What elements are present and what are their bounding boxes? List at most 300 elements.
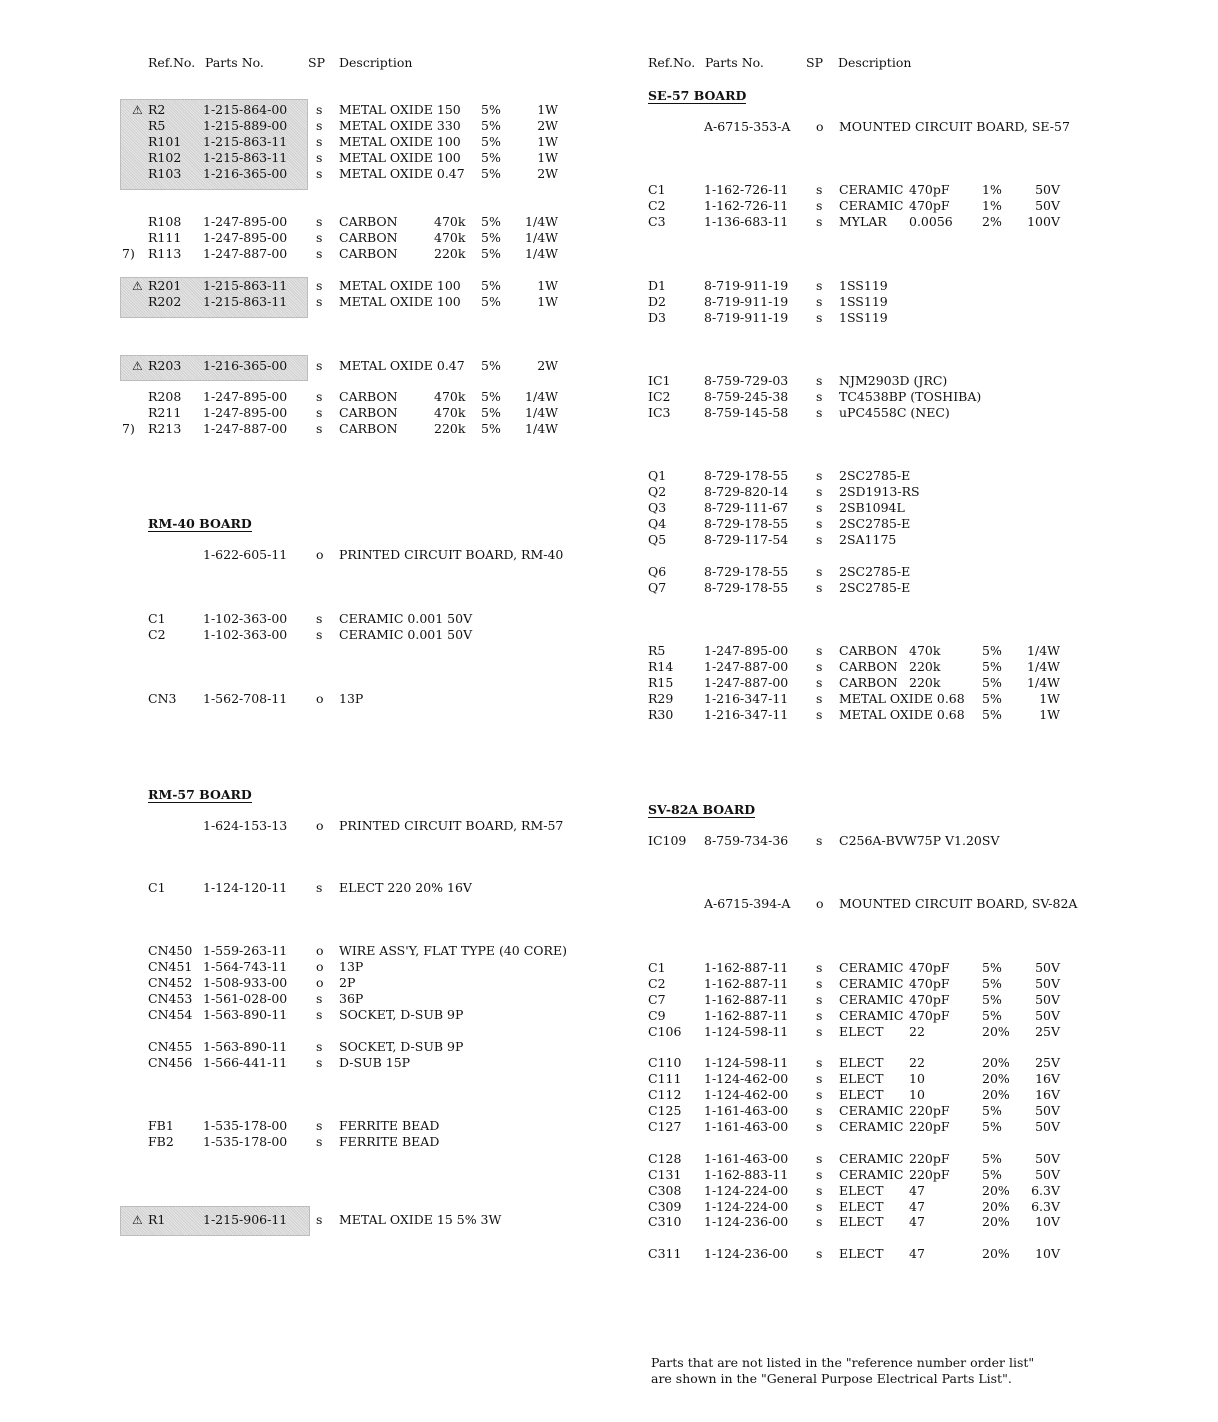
sp-code: s xyxy=(816,500,823,515)
value: 47 xyxy=(909,1214,925,1229)
footnote-marker: 7) xyxy=(122,421,135,436)
tolerance: 20% xyxy=(982,1087,1010,1102)
ref-no: R211 xyxy=(148,405,182,420)
rating: 10V xyxy=(1035,1214,1060,1229)
description: METAL OXIDE 330 xyxy=(339,118,461,133)
rating: 16V xyxy=(1035,1071,1060,1086)
rating: 1/4W xyxy=(525,246,558,261)
tolerance: 5% xyxy=(481,389,501,404)
parts-no: 1-124-598-11 xyxy=(704,1055,789,1070)
rating: 50V xyxy=(1035,1151,1060,1166)
description: CERAMIC xyxy=(839,1103,904,1118)
ref-no: R202 xyxy=(148,294,182,309)
sp-code: s xyxy=(816,960,823,975)
ref-no: R5 xyxy=(648,643,666,658)
parts-no: 1-624-153-13 xyxy=(203,818,288,833)
value: 470pF xyxy=(909,992,950,1007)
value: 220k xyxy=(909,659,941,674)
description: D-SUB 15P xyxy=(339,1055,411,1070)
description: CERAMIC xyxy=(839,182,904,197)
parts-no: 1-124-236-00 xyxy=(704,1214,789,1229)
sp-code: s xyxy=(316,214,323,229)
tolerance: 5% xyxy=(481,421,501,436)
rating: 50V xyxy=(1035,992,1060,1007)
sp-code: s xyxy=(816,468,823,483)
ref-no: R101 xyxy=(148,134,182,149)
parts-no: 8-759-145-58 xyxy=(704,405,789,420)
ref-no: R208 xyxy=(148,389,182,404)
sp-code: s xyxy=(816,643,823,658)
parts-no: 1-216-365-00 xyxy=(203,358,288,373)
value: 470pF xyxy=(909,960,950,975)
parts-no: 8-729-117-54 xyxy=(704,532,789,547)
ref-no: R14 xyxy=(648,659,674,674)
description: CERAMIC 0.001 50V xyxy=(339,611,473,626)
parts-no: 1-161-463-00 xyxy=(704,1151,789,1166)
value: 470k xyxy=(909,643,941,658)
description: METAL OXIDE 150 xyxy=(339,102,461,117)
sp-code: s xyxy=(816,707,823,722)
sp-code: s xyxy=(316,1134,323,1149)
parts-no: 1-124-224-00 xyxy=(704,1183,789,1198)
description: CERAMIC 0.001 50V xyxy=(339,627,473,642)
description: 2SA1175 xyxy=(839,532,897,547)
value: 470k xyxy=(434,214,466,229)
rating: 1W xyxy=(537,294,558,309)
ref-no: R30 xyxy=(648,707,674,722)
ref-no: IC109 xyxy=(648,833,687,848)
ref-no: R29 xyxy=(648,691,674,706)
rating: 50V xyxy=(1035,960,1060,975)
tolerance: 5% xyxy=(481,150,501,165)
rating: 1/4W xyxy=(525,405,558,420)
sp-code: s xyxy=(316,1212,323,1227)
parts-no: 1-622-605-11 xyxy=(203,547,288,562)
ref-no: CN456 xyxy=(148,1055,193,1070)
sp-code: s xyxy=(316,421,323,436)
sp-code: s xyxy=(816,659,823,674)
ref-no: C110 xyxy=(648,1055,682,1070)
sp-code: s xyxy=(816,1103,823,1118)
tolerance: 1% xyxy=(982,182,1002,197)
sp-code: o xyxy=(816,119,824,134)
sp-code: s xyxy=(316,627,323,642)
parts-no: 1-216-347-11 xyxy=(704,691,789,706)
description: 2P xyxy=(339,975,356,990)
description: 1SS119 xyxy=(839,278,888,293)
parts-no: 1-508-933-00 xyxy=(203,975,288,990)
sp-code: s xyxy=(316,991,323,1006)
value: 470k xyxy=(434,230,466,245)
description: METAL OXIDE 0.68 xyxy=(839,691,965,706)
rating: 2W xyxy=(537,118,558,133)
description: CARBON xyxy=(839,675,898,690)
ref-no: R203 xyxy=(148,358,182,373)
description: CARBON xyxy=(339,246,398,261)
ref-no: C1 xyxy=(148,611,166,626)
sp-code: s xyxy=(316,278,323,293)
parts-no: 1-124-462-00 xyxy=(704,1071,789,1086)
ref-no: R111 xyxy=(148,230,182,245)
header-desc: Description xyxy=(339,55,413,70)
ref-no: D2 xyxy=(648,294,666,309)
tolerance: 20% xyxy=(982,1183,1010,1198)
description: CARBON xyxy=(339,389,398,404)
sp-code: o xyxy=(316,975,324,990)
ref-no: C111 xyxy=(648,1071,682,1086)
sp-code: s xyxy=(816,1024,823,1039)
rating: 1/4W xyxy=(1027,659,1060,674)
sp-code: s xyxy=(816,1008,823,1023)
rating: 1/4W xyxy=(525,214,558,229)
rating: 1/4W xyxy=(525,421,558,436)
parts-no: 1-535-178-00 xyxy=(203,1134,288,1149)
tolerance: 20% xyxy=(982,1214,1010,1229)
description: 2SD1913-RS xyxy=(839,484,920,499)
rating: 50V xyxy=(1035,198,1060,213)
tolerance: 5% xyxy=(481,166,501,181)
warning-icon: ⚠ xyxy=(132,103,143,117)
warning-icon: ⚠ xyxy=(132,1213,143,1227)
parts-no: 8-729-178-55 xyxy=(704,468,789,483)
tolerance: 5% xyxy=(982,707,1002,722)
tolerance: 20% xyxy=(982,1024,1010,1039)
description: 13P xyxy=(339,959,364,974)
ref-no: R113 xyxy=(148,246,182,261)
sp-code: s xyxy=(816,1055,823,1070)
description: 2SC2785-E xyxy=(839,516,911,531)
description: CERAMIC xyxy=(839,1151,904,1166)
ref-no: C131 xyxy=(648,1167,682,1182)
tolerance: 5% xyxy=(982,976,1002,991)
parts-no: 1-162-887-11 xyxy=(704,1008,789,1023)
rating: 50V xyxy=(1035,1008,1060,1023)
ref-no: CN451 xyxy=(148,959,193,974)
description: CERAMIC xyxy=(839,992,904,1007)
sp-code: s xyxy=(316,1039,323,1054)
value: 0.0056 xyxy=(909,214,953,229)
rating: 6.3V xyxy=(1031,1199,1060,1214)
value: 220k xyxy=(434,246,466,261)
ref-no: C310 xyxy=(648,1214,682,1229)
rating: 50V xyxy=(1035,1103,1060,1118)
tolerance: 5% xyxy=(982,659,1002,674)
tolerance: 5% xyxy=(481,278,501,293)
parts-no: 8-729-178-55 xyxy=(704,516,789,531)
description: ELECT xyxy=(839,1199,884,1214)
sp-code: s xyxy=(816,214,823,229)
value: 220pF xyxy=(909,1167,950,1182)
rating: 25V xyxy=(1035,1055,1060,1070)
board-heading: RM-57 BOARD xyxy=(148,787,252,802)
parts-no: 1-124-224-00 xyxy=(704,1199,789,1214)
ref-no: Q2 xyxy=(648,484,667,499)
sp-code: s xyxy=(816,833,823,848)
rating: 2W xyxy=(537,166,558,181)
parts-no: 1-559-263-11 xyxy=(203,943,288,958)
sp-code: o xyxy=(316,691,324,706)
ref-no: FB1 xyxy=(148,1118,174,1133)
description: METAL OXIDE 100 xyxy=(339,278,461,293)
ref-no: Q1 xyxy=(648,468,667,483)
parts-no: 1-566-441-11 xyxy=(203,1055,288,1070)
value: 47 xyxy=(909,1199,925,1214)
ref-no: C125 xyxy=(648,1103,682,1118)
rating: 10V xyxy=(1035,1246,1060,1261)
value: 470pF xyxy=(909,1008,950,1023)
parts-no: 1-247-887-00 xyxy=(704,659,789,674)
parts-no: 1-247-887-00 xyxy=(203,246,288,261)
tolerance: 5% xyxy=(481,405,501,420)
sp-code: o xyxy=(316,959,324,974)
parts-no: 1-247-895-00 xyxy=(704,643,789,658)
value: 470k xyxy=(434,389,466,404)
ref-no: CN453 xyxy=(148,991,193,1006)
sp-code: s xyxy=(816,310,823,325)
tolerance: 5% xyxy=(982,643,1002,658)
header-ref: Ref.No. xyxy=(648,55,696,70)
rating: 1W xyxy=(1039,707,1060,722)
ref-no: R5 xyxy=(148,118,166,133)
value: 22 xyxy=(909,1024,925,1039)
description: ELECT xyxy=(839,1071,884,1086)
ref-no: Q5 xyxy=(648,532,667,547)
ref-no: C128 xyxy=(648,1151,682,1166)
tolerance: 20% xyxy=(982,1246,1010,1261)
description: ELECT xyxy=(839,1055,884,1070)
parts-no: 1-161-463-00 xyxy=(704,1103,789,1118)
parts-no: 1-247-895-00 xyxy=(203,405,288,420)
sp-code: s xyxy=(816,294,823,309)
header-ref: Ref.No. xyxy=(148,55,196,70)
parts-no: 1-162-726-11 xyxy=(704,182,789,197)
sp-code: s xyxy=(316,405,323,420)
parts-no: 1-564-743-11 xyxy=(203,959,288,974)
tolerance: 5% xyxy=(982,691,1002,706)
description: CERAMIC xyxy=(839,1119,904,1134)
description: METAL OXIDE 0.47 xyxy=(339,166,465,181)
ref-no: CN450 xyxy=(148,943,193,958)
sp-code: s xyxy=(816,1246,823,1261)
ref-no: FB2 xyxy=(148,1134,174,1149)
header-desc: Description xyxy=(838,55,912,70)
sp-code: s xyxy=(816,405,823,420)
description: METAL OXIDE 15 5% 3W xyxy=(339,1212,502,1227)
description: ELECT xyxy=(839,1214,884,1229)
parts-no: 1-561-028-00 xyxy=(203,991,288,1006)
tolerance: 5% xyxy=(481,294,501,309)
parts-no: 1-215-863-11 xyxy=(203,150,288,165)
ref-no: R103 xyxy=(148,166,182,181)
ref-no: C9 xyxy=(648,1008,666,1023)
sp-code: o xyxy=(816,896,824,911)
description: CARBON xyxy=(839,659,898,674)
tolerance: 5% xyxy=(982,1167,1002,1182)
parts-no: 1-216-347-11 xyxy=(704,707,789,722)
sp-code: s xyxy=(816,691,823,706)
description: CARBON xyxy=(339,230,398,245)
tolerance: 5% xyxy=(982,960,1002,975)
parts-no: A-6715-394-A xyxy=(704,896,791,911)
rating: 1/4W xyxy=(1027,643,1060,658)
footnote-line-1: Parts that are not listed in the "reference number order list" xyxy=(651,1355,1035,1370)
rating: 50V xyxy=(1035,1119,1060,1134)
ref-no: Q4 xyxy=(648,516,667,531)
description: METAL OXIDE 0.68 xyxy=(839,707,965,722)
parts-no: 1-162-883-11 xyxy=(704,1167,789,1182)
sp-code: s xyxy=(816,1119,823,1134)
ref-no: Q7 xyxy=(648,580,667,595)
value: 470pF xyxy=(909,976,950,991)
ref-no: IC2 xyxy=(648,389,671,404)
value: 47 xyxy=(909,1183,925,1198)
ref-no: C106 xyxy=(648,1024,682,1039)
sp-code: s xyxy=(816,532,823,547)
value: 220k xyxy=(434,421,466,436)
ref-no: C1 xyxy=(648,960,666,975)
description: METAL OXIDE 100 xyxy=(339,150,461,165)
sp-code: s xyxy=(316,246,323,261)
description: CARBON xyxy=(339,421,398,436)
description: ELECT xyxy=(839,1024,884,1039)
description: 13P xyxy=(339,691,364,706)
sp-code: s xyxy=(816,389,823,404)
sp-code: s xyxy=(816,1151,823,1166)
tolerance: 5% xyxy=(481,214,501,229)
sp-code: s xyxy=(316,1055,323,1070)
sp-code: s xyxy=(316,166,323,181)
description: ELECT xyxy=(839,1246,884,1261)
description: METAL OXIDE 100 xyxy=(339,134,461,149)
value: 220pF xyxy=(909,1103,950,1118)
rating: 50V xyxy=(1035,976,1060,991)
sp-code: s xyxy=(316,150,323,165)
sp-code: s xyxy=(816,198,823,213)
rating: 1W xyxy=(537,150,558,165)
parts-no: 1-215-863-11 xyxy=(203,278,288,293)
ref-no: C311 xyxy=(648,1246,682,1261)
parts-no: 8-729-178-55 xyxy=(704,564,789,579)
tolerance: 1% xyxy=(982,198,1002,213)
description: CARBON xyxy=(339,405,398,420)
sp-code: s xyxy=(816,564,823,579)
ref-no: C127 xyxy=(648,1119,682,1134)
footnote xyxy=(651,1355,1034,1387)
ref-no: CN3 xyxy=(148,691,177,706)
parts-no: 1-162-887-11 xyxy=(704,976,789,991)
parts-no: 8-759-245-38 xyxy=(704,389,789,404)
parts-no: 1-215-863-11 xyxy=(203,134,288,149)
tolerance: 5% xyxy=(982,675,1002,690)
description: CARBON xyxy=(839,643,898,658)
parts-no: 1-136-683-11 xyxy=(704,214,789,229)
description: 2SB1094L xyxy=(839,500,905,515)
rating: 2W xyxy=(537,358,558,373)
tolerance: 5% xyxy=(481,102,501,117)
tolerance: 20% xyxy=(982,1055,1010,1070)
sp-code: s xyxy=(316,358,323,373)
rating: 1W xyxy=(537,102,558,117)
description: SOCKET, D-SUB 9P xyxy=(339,1007,464,1022)
ref-no: R15 xyxy=(648,675,674,690)
parts-no: 1-124-462-00 xyxy=(704,1087,789,1102)
value: 470pF xyxy=(909,182,950,197)
parts-no: 1-215-889-00 xyxy=(203,118,288,133)
parts-no: 1-563-890-11 xyxy=(203,1039,288,1054)
tolerance: 5% xyxy=(481,246,501,261)
ref-no: D3 xyxy=(648,310,666,325)
description: MOUNTED CIRCUIT BOARD, SV-82A xyxy=(839,896,1078,911)
ref-no: C2 xyxy=(148,627,166,642)
footnote-line-2: are shown in the "General Purpose Electrical Parts List". xyxy=(651,1371,1012,1386)
tolerance: 5% xyxy=(982,992,1002,1007)
sp-code: o xyxy=(316,943,324,958)
sp-code: s xyxy=(316,134,323,149)
parts-no: 1-216-365-00 xyxy=(203,166,288,181)
description: C256A-BVW75P V1.20SV xyxy=(839,833,1000,848)
tolerance: 20% xyxy=(982,1199,1010,1214)
sp-code: s xyxy=(816,182,823,197)
sp-code: o xyxy=(316,547,324,562)
tolerance: 5% xyxy=(982,1008,1002,1023)
ref-no: C7 xyxy=(648,992,666,1007)
value: 220k xyxy=(909,675,941,690)
description: MOUNTED CIRCUIT BOARD, SE-57 xyxy=(839,119,1070,134)
parts-no: 1-162-887-11 xyxy=(704,992,789,1007)
parts-no: A-6715-353-A xyxy=(704,119,791,134)
parts-no: 8-759-734-36 xyxy=(704,833,789,848)
rating: 50V xyxy=(1035,1167,1060,1182)
ref-no: CN455 xyxy=(148,1039,193,1054)
ref-no: R108 xyxy=(148,214,182,229)
parts-no: 1-161-463-00 xyxy=(704,1119,789,1134)
parts-no: 1-124-236-00 xyxy=(704,1246,789,1261)
parts-no: 1-247-895-00 xyxy=(203,389,288,404)
parts-no: 1-124-598-11 xyxy=(704,1024,789,1039)
sp-code: s xyxy=(316,102,323,117)
rating: 100V xyxy=(1027,214,1060,229)
sp-code: s xyxy=(316,389,323,404)
description: NJM2903D (JRC) xyxy=(839,373,948,388)
description: FERRITE BEAD xyxy=(339,1118,440,1133)
description: 2SC2785-E xyxy=(839,564,911,579)
description: CERAMIC xyxy=(839,960,904,975)
description: ELECT xyxy=(839,1183,884,1198)
ref-no: D1 xyxy=(648,278,666,293)
rating: 1W xyxy=(537,278,558,293)
rating: 1W xyxy=(537,134,558,149)
sp-code: s xyxy=(316,1118,323,1133)
parts-no: 1-247-887-00 xyxy=(704,675,789,690)
sp-code: s xyxy=(816,1087,823,1102)
ref-no: C1 xyxy=(648,182,666,197)
ref-no: C3 xyxy=(648,214,666,229)
ref-no: C2 xyxy=(648,976,666,991)
description: CERAMIC xyxy=(839,198,904,213)
header-sp: SP xyxy=(308,55,325,70)
parts-no: 1-162-887-11 xyxy=(704,960,789,975)
parts-no: 1-563-890-11 xyxy=(203,1007,288,1022)
sp-code: s xyxy=(316,880,323,895)
ref-no: C308 xyxy=(648,1183,682,1198)
warning-icon: ⚠ xyxy=(132,359,143,373)
parts-no: 1-162-726-11 xyxy=(704,198,789,213)
value: 470pF xyxy=(909,198,950,213)
value: 220pF xyxy=(909,1151,950,1166)
description: WIRE ASS'Y, FLAT TYPE (40 CORE) xyxy=(339,943,567,958)
ref-no: R1 xyxy=(148,1212,166,1227)
tolerance: 5% xyxy=(982,1151,1002,1166)
